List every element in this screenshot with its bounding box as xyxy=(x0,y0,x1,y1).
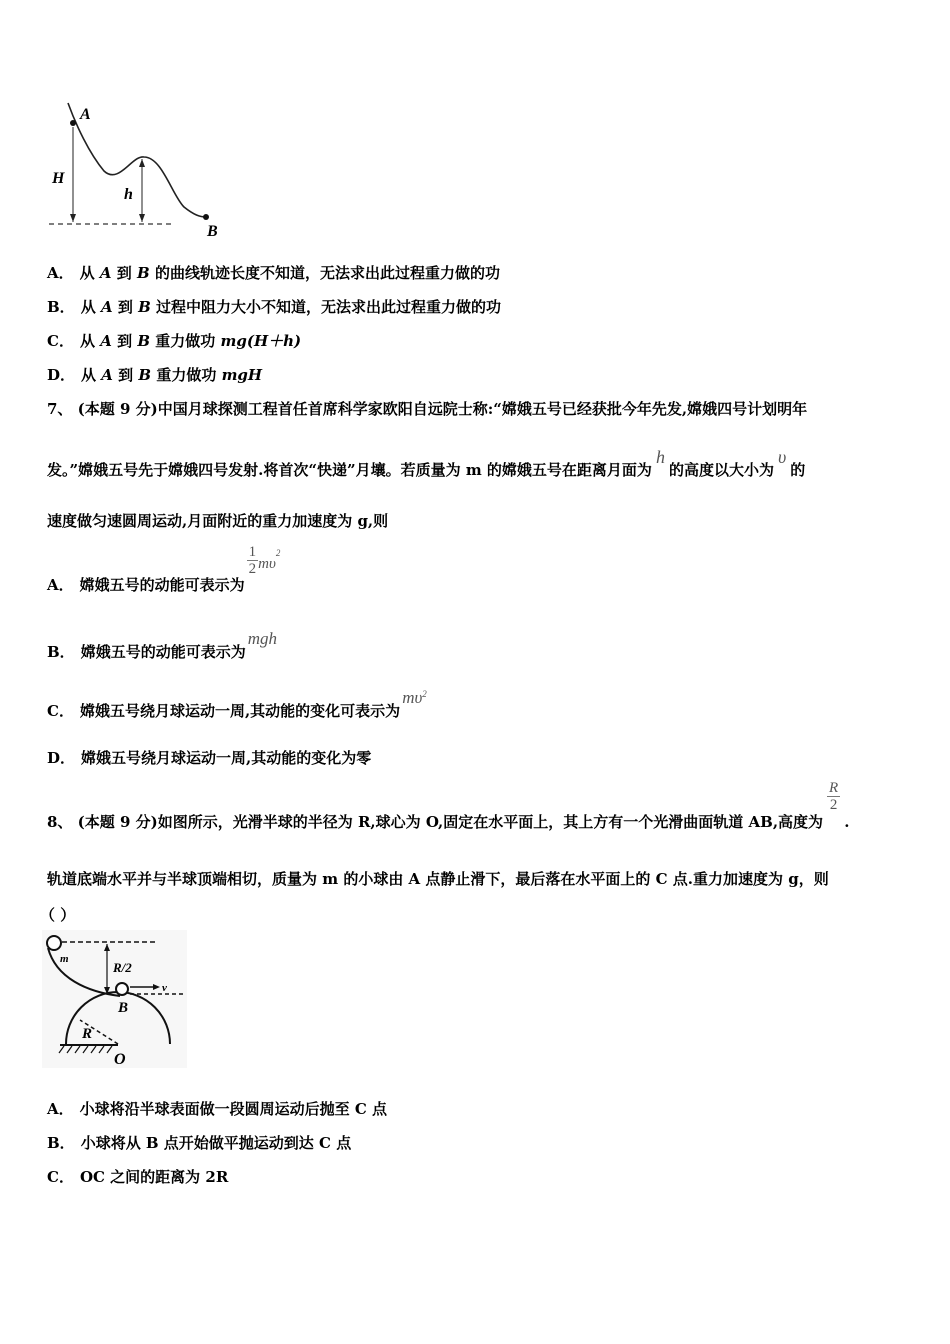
label-h-capital: H xyxy=(52,170,65,187)
figure-track-hemisphere xyxy=(42,930,192,1070)
q7-option-a: A． 嫦娥五号的动能可表示为 $\frac{1}{2}$ $m\upsilon^2$ xyxy=(47,544,281,594)
q7-stem-line-3: 速度做匀速圆周运动,月面附近的重力加速度为 g,则 xyxy=(47,512,389,530)
q7-option-d: D． 嫦娥五号绕月球运动一周,其动能的变化为零 xyxy=(47,749,372,767)
label-r: R xyxy=(82,1026,93,1042)
q8-stem-line-2: 轨道底端水平并与半球顶端相切，质量为 m 的小球由 A 点静止滑下，最后落在水平面上的 C 点.重力加速度为 g，则 xyxy=(47,870,829,888)
q7-stem-line-1: 7、 (本题 9 分)中国月球探测工程首任首席科学家欧阳自远院士称:“嫦娥五号已经获批今年先发,嫦娥四号计划明年 xyxy=(47,400,808,418)
q8-answer-bracket: （ ） xyxy=(40,906,76,924)
ball-at-a xyxy=(47,936,61,950)
q8-option-b: B． 小球将从 B 点开始做平抛运动到达 C 点 xyxy=(47,1134,352,1152)
q6-option-c: C． 从 A 到 B 重力做功 mg(H＋h) xyxy=(47,332,302,350)
q7-option-b: B． 嫦娥五号的动能可表示为mgh xyxy=(47,629,277,661)
fraction-one-half: $\frac{1}{2}$ xyxy=(248,544,257,577)
q8-option-c: C． OC 之间的距离为 2R xyxy=(47,1168,229,1186)
label-b: B xyxy=(207,223,218,240)
point-b-dot xyxy=(203,214,209,220)
label-o: O xyxy=(114,1051,126,1068)
q6-option-a: A． 从 A 到 B 的曲线轨迹长度不知道，无法求出此过程重力做的功 xyxy=(47,264,500,282)
label-v: v xyxy=(162,982,167,994)
label-a: A xyxy=(80,106,91,123)
q6-option-b: B． 从 A 到 B 过程中阻力大小不知道，无法求出此过程重力做的功 xyxy=(47,298,501,316)
label-b-fig2: B xyxy=(118,1000,129,1016)
label-r-half: R/2 xyxy=(113,960,132,975)
height-h-arrowhead-bottom xyxy=(139,214,145,222)
ball-at-b xyxy=(116,983,128,995)
q8-stem-line-1: 8、 (本题 9 分)如图所示，光滑半球的半径为 R,球心为 O,固定在水平面上，其上方有一个光滑曲面轨道 AB,高度为 $\frac{R}{2}$ . xyxy=(47,780,850,831)
q6-option-d: D． 从 A 到 B 重力做功 mgH xyxy=(47,366,263,384)
q7-stem-line-2: 发。”嫦娥五号先于嫦娥四号发射.将首次“快递”月壤。若质量为 m 的嫦娥五号在距离月面为h的高度以大小为υ的 xyxy=(47,447,806,479)
label-m: m xyxy=(60,953,69,965)
height-h-arrowhead-top xyxy=(139,159,145,167)
q8-option-a: A． 小球将沿半球表面做一段圆周运动后抛至 C 点 xyxy=(47,1100,388,1118)
fraction-r-over-2: $\frac{R}{2}$ xyxy=(829,780,839,813)
q7-option-c: C． 嫦娥五号绕月球运动一周,其动能的变化可表示为$m\upsilon^2$ xyxy=(47,688,427,720)
point-a-dot xyxy=(70,120,76,126)
figure-curve-a-to-b xyxy=(44,95,234,245)
height-H-arrowhead xyxy=(70,214,76,222)
label-h-small: h xyxy=(124,186,133,203)
